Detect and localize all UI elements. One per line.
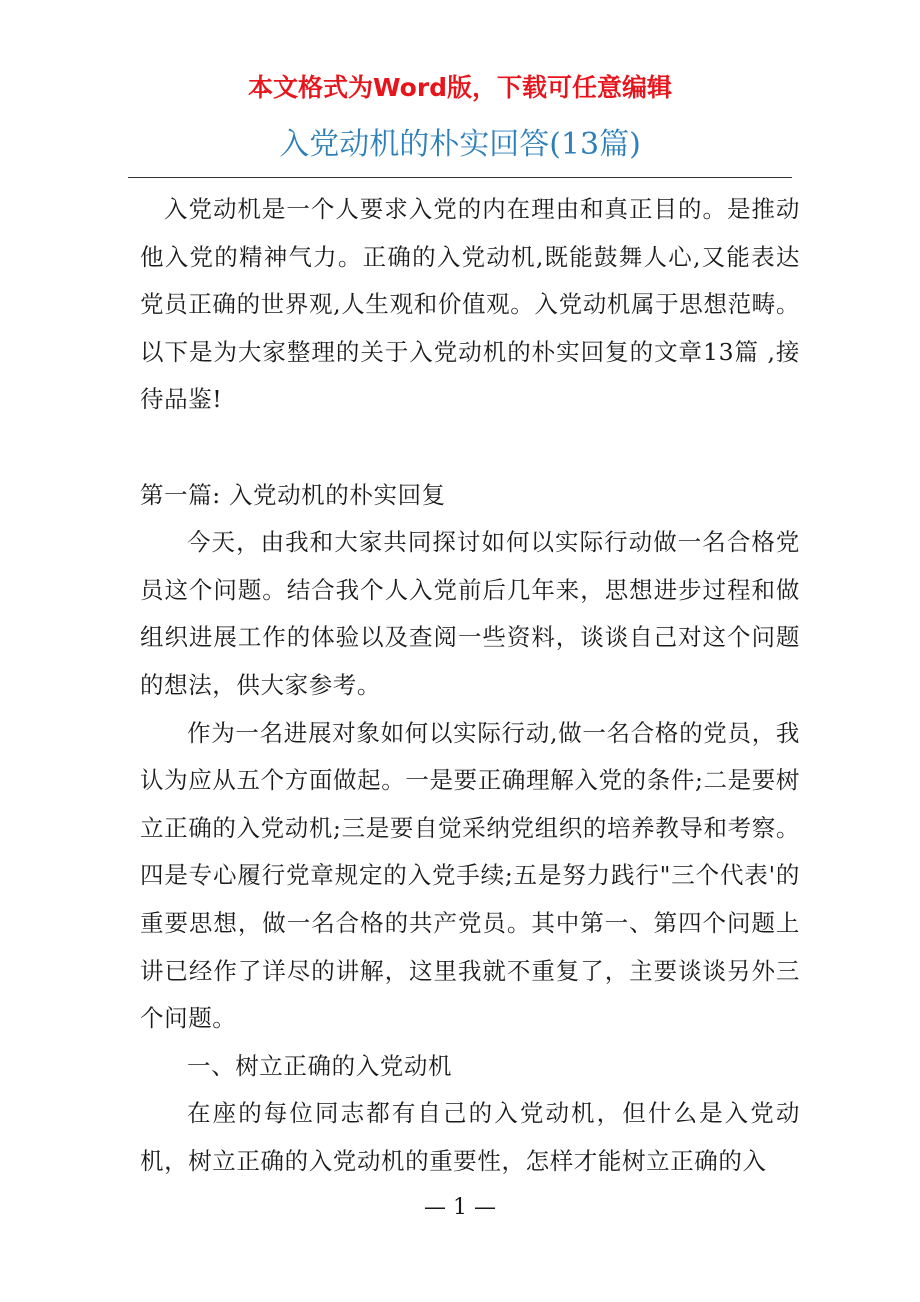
body-paragraph-3: 在座的每位同志都有自己的入党动机，但什么是入党动机，树立正确的入党动机的重要性，怎样才能树立正确的入: [140, 1099, 800, 1175]
format-banner: 本文格式为Word版，下载可任意编辑: [247, 73, 673, 102]
document-title: 入党动机的朴实回答(13篇): [279, 127, 641, 162]
page-number: — 1 —: [424, 1195, 496, 1220]
body-paragraph-2: 作为一名进展对象如何以实际行动,做一名合格的党员，我认为应从五个方面做起。一是要正确理解入党的条件;二是要树立正确的入党动机;三是要自觉采纳党组织的培养教导和考察。四是专心履行党章规定的入党手续;五是努力践行"三个代表'的重要思想，做一名合格的共产党员。其中第一、第四个问题上讲已经作了详尽的讲解，这里我就不重复了，主要谈谈另外三个问题。: [140, 718, 800, 1033]
intro-paragraph: 入党动机是一个人要求入党的内在理由和真正目的。是推动他入党的精神气力。正确的入党动机,既能鼓舞人心,又能表达党员正确的世界观,人生观和价值观。入党动机属于思想范畴。 以下是为大家整理的关于入党动机的朴实回复的文章13篇 ,接待品鉴!: [140, 195, 800, 414]
document-body: [140, 186, 800, 1185]
subheading: 一、树立正确的入党动机: [187, 1051, 453, 1080]
section-heading: 第一篇: 入党动机的朴实回复: [140, 480, 446, 509]
title-divider: [128, 177, 792, 178]
paragraph-gap: [140, 424, 800, 472]
body-paragraph-1: 今天，由我和大家共同探讨如何以实际行动做一名合格党员这个问题。结合我个人入党前后几年来，思想进步过程和做组织进展工作的体验以及查阅一些资料，谈谈自己对这个问题的想法，供大家参考。: [140, 528, 800, 699]
